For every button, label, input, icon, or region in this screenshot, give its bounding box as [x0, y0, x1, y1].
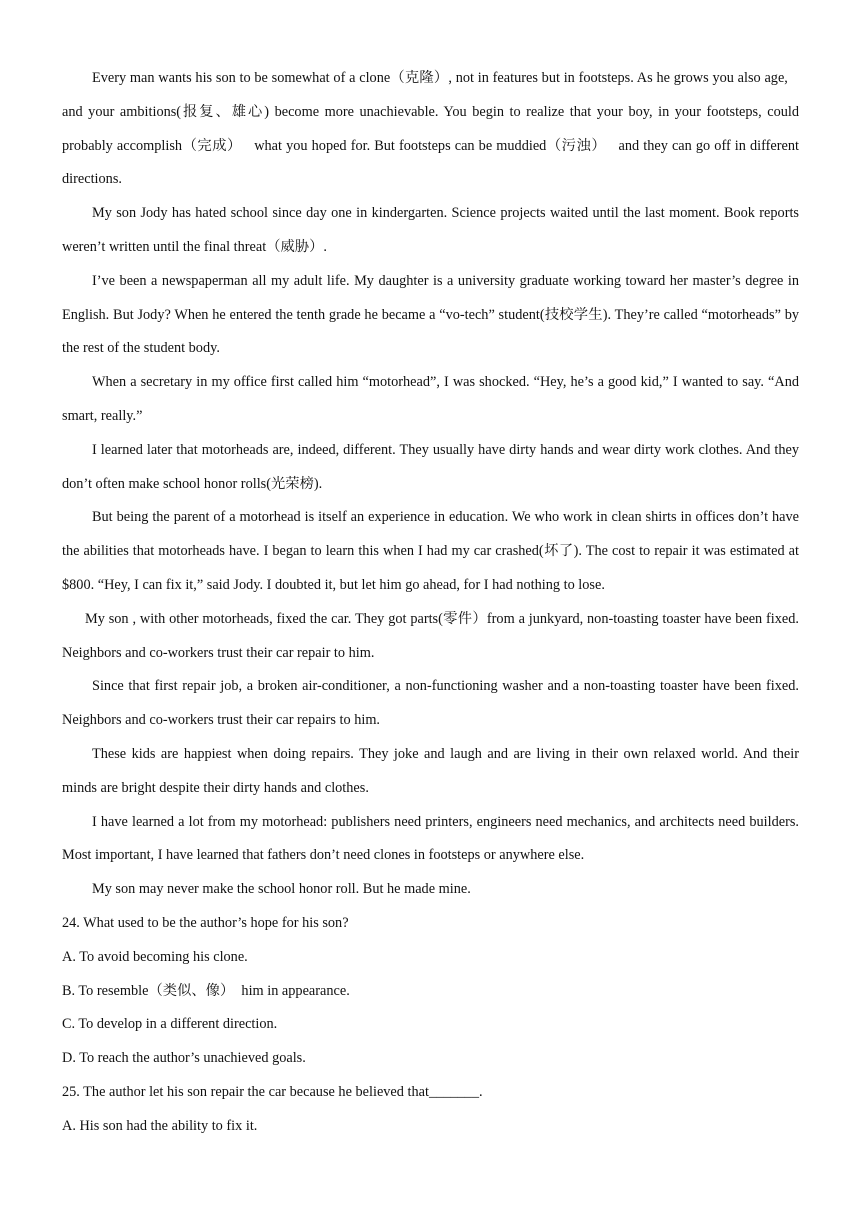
passage-paragraph-11: My son may never make the school honor roll. But he made mine. — [92, 881, 471, 898]
answer-option-a: A. His son had the ability to fix it. — [62, 1117, 258, 1134]
question-stem: 25. The author let his son repair the car because he believed that_______. — [62, 1083, 483, 1100]
passage-paragraph-6: But being the parent of a motorhead is itself an experience in education. We who work in clean shirts in offices don’t have the abilities that motorheads have. I began to learn this when I had my car crashed(坏了). The cost to repair it was estimated at $800. “Hey, I can fix it,” said Jody. I doubted it, but let him go ahead, for I had nothing to lose. — [62, 509, 799, 593]
answer-option-a: A. To avoid becoming his clone. — [62, 948, 248, 965]
passage-paragraph-3: I’ve been a newspaperman all my adult life. My daughter is a university graduate working toward her master’s degree in English. But Jody? When he entered the tenth grade he became a “vo-tech” student(技校学生). They’re called “motorheads” by the rest of the student body. — [62, 272, 799, 357]
answer-option-c: C. To develop in a different direction. — [62, 1016, 278, 1033]
passage-paragraph-1: Every man wants his son to be somewhat of a clone（克隆）, not in features but in footsteps. As he grows you also age, and your ambitions(报复、雄心) become more unachievable. You begin to realize that your boy, in your footsteps, could probably accomplish（完成） what you hoped for. But footsteps can be muddied（污浊） and they can go off in different directions. — [62, 70, 799, 188]
passage-paragraph-5: I learned later that motorheads are, indeed, different. They usually have dirty hands and wear dirty work clothes. And they don’t often make school honor rolls(光荣榜). — [62, 441, 799, 492]
passage-paragraph-7: My son , with other motorheads, fixed the car. They got parts(零件）from a junkyard, non-toasting toaster have been fixed. Neighbors and co-workers trust their car repair to him. — [62, 610, 799, 661]
answer-option-b: B. To resemble（类似、像） him in appearance. — [62, 982, 350, 999]
question-25 — [62, 1076, 799, 1144]
answer-option-d: D. To reach the author’s unachieved goals. — [62, 1050, 306, 1067]
passage-paragraph-8: Since that first repair job, a broken air-conditioner, a non-functioning washer and a non-toasting toaster have been fixed. Neighbors and co-workers trust their car repairs to him. — [62, 678, 799, 729]
document-page — [62, 62, 799, 1144]
question-24 — [62, 907, 799, 1076]
passage-paragraph-2: My son Jody has hated school since day one in kindergarten. Science projects waited until the last moment. Book reports weren’t written until the final threat（威胁）. — [62, 205, 799, 255]
passage-paragraph-10: I have learned a lot from my motorhead: publishers need printers, engineers need mechanics, and architects need builders. Most important, I have learned that fathers don’t need clones in footsteps or anywhere else. — [62, 813, 799, 864]
question-stem: 24. What used to be the author’s hope for his son? — [62, 914, 349, 931]
passage-paragraph-4: When a secretary in my office first called him “motorhead”, I was shocked. “Hey, he’s a good kid,” I wanted to say. “And smart, really.” — [62, 374, 799, 424]
passage-paragraph-9: These kids are happiest when doing repairs. They joke and laugh and are living in their own relaxed world. And their minds are bright despite their dirty hands and clothes. — [62, 745, 799, 796]
